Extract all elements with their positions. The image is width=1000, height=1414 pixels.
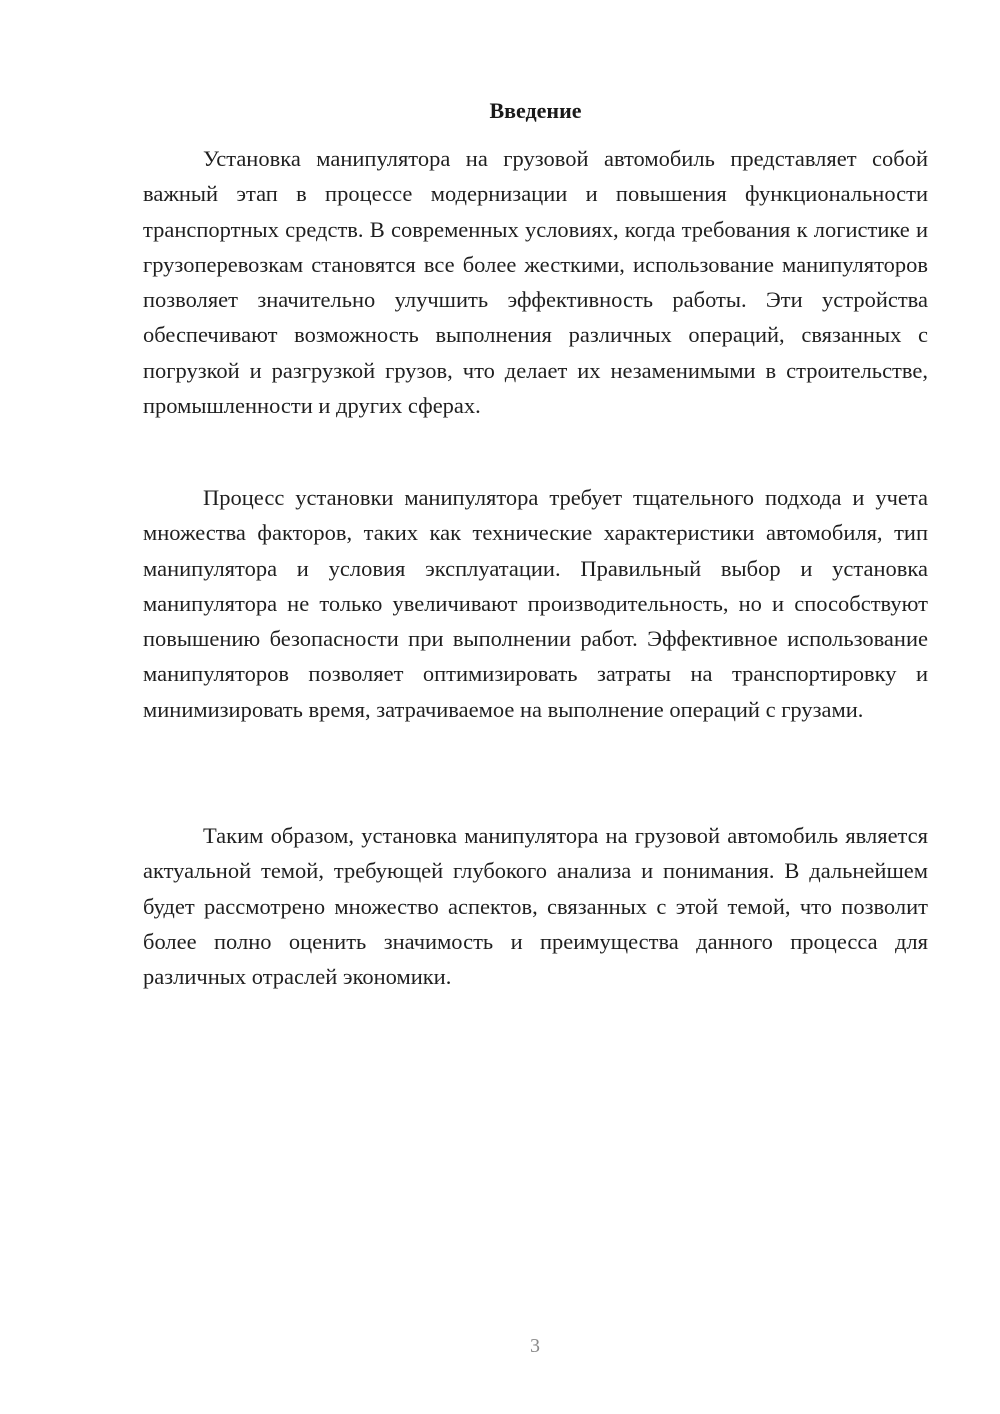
section-heading: Введение xyxy=(489,98,582,123)
paragraph-3: Таким образом, установка манипулятора на грузовой автомобиль является актуальной темой, требующей глубокого анализа и понимания. В дальнейшем будет рассмотрено множество аспектов, связанных с этой темой, что позволит более полно оценить значимость и преимущества данного процесса для различных отраслей экономики. xyxy=(143,823,928,990)
paragraph-1: Установка манипулятора на грузовой автомобиль представляет собой важный этап в процессе модернизации и повышения функциональности транспортных средств. В современных условиях, когда требования к логистике и грузоперевозкам становятся все более жесткими, использование манипуляторов позволяет значительно улучшить эффективность работы. Эти устройства обеспечивают возможность выполнения различных операций, связанных с погрузкой и разгрузкой грузов, что делает их незаменимыми в строительстве, промышленности и других сферах. xyxy=(143,146,928,419)
paragraph-2: Процесс установки манипулятора требует тщательного подхода и учета множества факторов, таких как технические характеристики автомобиля, тип манипулятора и условия эксплуатации. Правильный выбор и установка манипулятора не только увеличивают производительность, но и способствуют повышению безопасности при выполнении работ. Эффективное использование манипуляторов позволяет оптимизировать затраты на транспортировку и минимизировать время, затрачиваемое на выполнение операций с грузами. xyxy=(143,485,928,722)
page-number: 3 xyxy=(530,1335,540,1357)
